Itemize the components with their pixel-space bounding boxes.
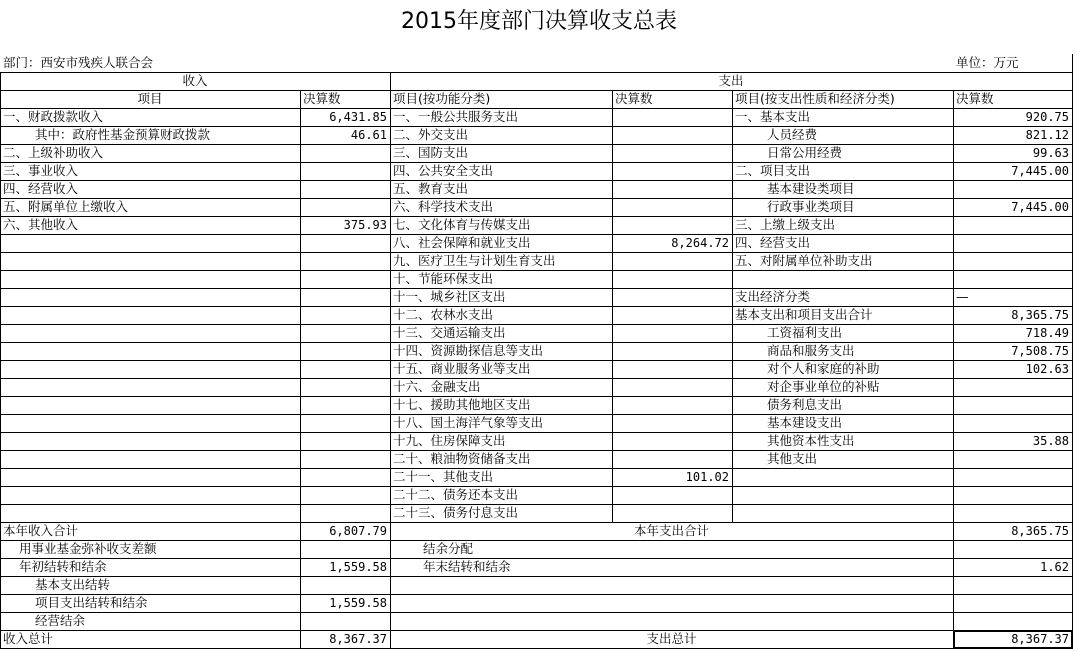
econ-expense-label: 对企事业单位的补贴 bbox=[767, 379, 880, 394]
income-item-label: 五、附属单位上缴收入 bbox=[3, 199, 129, 214]
income-item-label: 一、财政拨款收入 bbox=[3, 109, 104, 124]
income-extra-label: 基本支出结转 bbox=[35, 577, 111, 592]
econ-expense-value: 35.88 bbox=[1032, 434, 1069, 448]
func-expense-label: 十一、城乡社区支出 bbox=[393, 289, 506, 304]
income-item-label: 二、上级补助收入 bbox=[3, 145, 104, 160]
grid-line bbox=[0, 270, 391, 271]
grid-line bbox=[0, 198, 391, 199]
func-expense-value bbox=[612, 306, 732, 324]
func-expense-label: 三、国防支出 bbox=[393, 145, 469, 160]
func-expense-value bbox=[612, 486, 732, 504]
income-item-value bbox=[300, 144, 390, 162]
col-header-amount: 决算数 bbox=[956, 91, 994, 106]
econ-expense-label: 工资福利支出 bbox=[767, 325, 843, 340]
grid-line bbox=[0, 540, 391, 541]
unit-label: 单位：万元 bbox=[956, 55, 1019, 70]
income-extra-value bbox=[300, 576, 390, 594]
func-expense-label: 五、教育支出 bbox=[393, 181, 469, 196]
func-expense-label: 二、外交支出 bbox=[393, 127, 469, 142]
econ-expense-value: 7,445.00 bbox=[1011, 164, 1069, 178]
func-expense-value bbox=[612, 144, 732, 162]
grid-line bbox=[0, 594, 391, 595]
income-extra-value bbox=[300, 540, 390, 558]
econ-expense-value: 102.63 bbox=[1025, 362, 1069, 376]
func-expense-value bbox=[612, 414, 732, 432]
income-extra-label: 项目支出结转和结余 bbox=[35, 595, 148, 610]
expense-extra-value bbox=[953, 540, 1072, 558]
func-expense-label: 十九、住房保障支出 bbox=[393, 433, 506, 448]
income-item-value bbox=[300, 162, 390, 180]
econ-expense-value bbox=[953, 180, 1072, 198]
expense-extra-value bbox=[953, 594, 1072, 612]
selected-cell-outline bbox=[953, 630, 1073, 649]
income-extra-value: 1,559.58 bbox=[329, 596, 387, 610]
func-expense-value bbox=[612, 108, 732, 126]
econ-expense-value: 7,445.00 bbox=[1011, 200, 1069, 214]
grid-line bbox=[0, 414, 391, 415]
func-expense-label: 七、文化体育与传媒支出 bbox=[393, 217, 531, 232]
income-item-value: 375.93 bbox=[343, 218, 387, 232]
income-item-label: 其中：政府性基金预算财政拨款 bbox=[35, 127, 211, 142]
income-extra-label: 用事业基金弥补收支差额 bbox=[19, 541, 157, 556]
func-expense-label: 二十三、债务付息支出 bbox=[393, 505, 519, 520]
grid-line bbox=[0, 486, 391, 487]
income-item-label: 六、其他收入 bbox=[3, 217, 79, 232]
func-expense-label: 四、公共安全支出 bbox=[393, 163, 494, 178]
func-expense-value bbox=[612, 504, 732, 522]
income-item-value: 6,431.85 bbox=[329, 110, 387, 124]
grid-line bbox=[390, 72, 391, 649]
econ-expense-label: 其他资本性支出 bbox=[767, 433, 855, 448]
grid-line bbox=[732, 90, 733, 523]
econ-expense-value: — bbox=[956, 289, 969, 304]
grid-line bbox=[0, 576, 391, 577]
income-item-value: 46.61 bbox=[350, 128, 387, 142]
grid-line bbox=[0, 396, 391, 397]
grid-line bbox=[0, 450, 391, 451]
income-section-header: 收入 bbox=[182, 73, 208, 88]
econ-expense-label: 日常公用经费 bbox=[767, 145, 843, 160]
econ-expense-value bbox=[953, 396, 1072, 414]
budget-table bbox=[0, 54, 1078, 651]
econ-expense-label: 基本支出和项目支出合计 bbox=[735, 307, 873, 322]
col-header-item: 项目 bbox=[137, 91, 163, 106]
func-expense-label: 十五、商业服务业等支出 bbox=[393, 361, 531, 376]
econ-expense-value: 7,508.75 bbox=[1011, 344, 1069, 358]
expense-extra-label bbox=[420, 594, 953, 612]
report-title: 2015年度部门决算收支总表 bbox=[401, 9, 677, 34]
func-expense-label: 二十二、债务还本支出 bbox=[393, 487, 519, 502]
func-expense-label: 十四、资源勘探信息等支出 bbox=[393, 343, 544, 358]
econ-expense-value bbox=[953, 450, 1072, 468]
econ-expense-value: 8,365.75 bbox=[1011, 308, 1069, 322]
func-expense-value bbox=[612, 216, 732, 234]
expense-extra-value bbox=[953, 612, 1072, 630]
grand-income-label: 收入总计 bbox=[3, 631, 54, 646]
expense-extra-value bbox=[953, 576, 1072, 594]
econ-expense-label bbox=[732, 270, 953, 288]
grid-line bbox=[0, 216, 391, 217]
grid-line bbox=[0, 126, 391, 127]
income-extra-label: 年初结转和结余 bbox=[19, 559, 107, 574]
grand-expense-value: 8,367.37 bbox=[1011, 632, 1069, 646]
func-expense-label: 一、一般公共服务支出 bbox=[393, 109, 519, 124]
grid-line bbox=[0, 432, 391, 433]
grid-line bbox=[953, 90, 954, 649]
func-expense-value bbox=[612, 126, 732, 144]
func-expense-value bbox=[612, 252, 732, 270]
grid-line bbox=[390, 576, 1073, 577]
col-header-econ: 项目(按支出性质和经济分类) bbox=[735, 91, 895, 106]
func-expense-label: 十二、农林水支出 bbox=[393, 307, 494, 322]
grid-line bbox=[0, 378, 391, 379]
grid-line bbox=[300, 90, 301, 649]
grid-line bbox=[390, 558, 1073, 559]
func-expense-value bbox=[612, 378, 732, 396]
econ-expense-label: 三、上缴上级支出 bbox=[735, 217, 836, 232]
grid-line bbox=[0, 108, 1073, 109]
grid-line bbox=[0, 504, 391, 505]
income-item-value bbox=[300, 198, 390, 216]
func-expense-label: 六、科学技术支出 bbox=[393, 199, 494, 214]
grid-line bbox=[0, 324, 391, 325]
col-header-amount: 决算数 bbox=[303, 91, 341, 106]
func-expense-value bbox=[612, 180, 732, 198]
income-extra-value: 1,559.58 bbox=[329, 560, 387, 574]
func-expense-value bbox=[612, 396, 732, 414]
econ-expense-label: 债务利息支出 bbox=[767, 397, 843, 412]
expense-extra-label: 结余分配 bbox=[423, 541, 474, 556]
income-extra-value bbox=[300, 612, 390, 630]
econ-expense-label: 对个人和家庭的补助 bbox=[767, 361, 880, 376]
income-total-label: 本年收入合计 bbox=[3, 523, 79, 538]
income-extra-label: 经营结余 bbox=[35, 613, 86, 628]
econ-expense-value bbox=[953, 252, 1072, 270]
income-item-label: 三、事业收入 bbox=[3, 163, 79, 178]
econ-expense-label: 一、基本支出 bbox=[735, 109, 811, 124]
grid-line bbox=[0, 252, 391, 253]
econ-expense-label: 四、经营支出 bbox=[735, 235, 811, 250]
func-expense-value bbox=[612, 342, 732, 360]
func-expense-label: 十三、交通运输支出 bbox=[393, 325, 506, 340]
econ-expense-label: 支出经济分类 bbox=[735, 289, 811, 304]
func-expense-label: 二十、粮油物资储备支出 bbox=[393, 451, 531, 466]
grid-line bbox=[390, 594, 1073, 595]
econ-expense-value: 821.12 bbox=[1025, 128, 1069, 142]
func-expense-label: 十七、援助其他地区支出 bbox=[393, 397, 531, 412]
grid-line bbox=[0, 360, 391, 361]
grid-line bbox=[0, 630, 391, 631]
expense-extra-label bbox=[420, 612, 953, 630]
econ-expense-value: 99.63 bbox=[1032, 146, 1069, 160]
func-expense-label: 二十一、其他支出 bbox=[393, 469, 494, 484]
econ-expense-value bbox=[953, 216, 1072, 234]
grid-line bbox=[0, 468, 391, 469]
econ-expense-value bbox=[953, 270, 1072, 288]
func-expense-label: 八、社会保障和就业支出 bbox=[393, 235, 531, 250]
col-header-func: 项目(按功能分类) bbox=[393, 91, 491, 106]
func-expense-value bbox=[612, 450, 732, 468]
func-expense-value: 101.02 bbox=[685, 470, 729, 484]
income-item-value bbox=[300, 180, 390, 198]
department-label: 部门：西安市残疾人联合会 bbox=[3, 55, 154, 70]
grid-line bbox=[0, 342, 391, 343]
grid-line bbox=[0, 72, 1, 649]
func-expense-label: 九、医疗卫生与计划生育支出 bbox=[393, 253, 556, 268]
grid-line bbox=[0, 90, 1073, 91]
func-expense-value bbox=[612, 270, 732, 288]
econ-expense-label: 五、对附属单位补助支出 bbox=[735, 253, 873, 268]
grid-line bbox=[0, 180, 391, 181]
func-expense-value bbox=[612, 288, 732, 306]
econ-expense-value: 718.49 bbox=[1025, 326, 1069, 340]
grid-line bbox=[390, 612, 1073, 613]
grid-line bbox=[0, 648, 391, 649]
func-expense-label: 十八、国土海洋气象等支出 bbox=[393, 415, 544, 430]
econ-expense-label: 其他支出 bbox=[767, 451, 818, 466]
grid-line bbox=[612, 90, 613, 523]
econ-expense-label: 二、项目支出 bbox=[735, 163, 811, 178]
func-expense-value bbox=[612, 360, 732, 378]
econ-expense-value bbox=[953, 414, 1072, 432]
col-header-amount: 决算数 bbox=[615, 91, 653, 106]
grid-line bbox=[0, 612, 391, 613]
grid-line bbox=[390, 540, 1073, 541]
econ-expense-value bbox=[953, 234, 1072, 252]
econ-expense-label: 基本建设支出 bbox=[767, 415, 843, 430]
expense-total-label: 本年支出合计 bbox=[633, 523, 709, 538]
grid-line bbox=[0, 558, 391, 559]
income-item-label: 四、经营收入 bbox=[3, 181, 79, 196]
grid-line bbox=[0, 288, 391, 289]
econ-expense-label: 行政事业类项目 bbox=[767, 199, 855, 214]
econ-expense-label: 商品和服务支出 bbox=[767, 343, 855, 358]
func-expense-value bbox=[612, 198, 732, 216]
func-expense-value: 8,264.72 bbox=[671, 236, 729, 250]
expense-total-value: 8,365.75 bbox=[1011, 524, 1069, 538]
grid-line bbox=[1072, 54, 1073, 649]
grand-income-value: 8,367.37 bbox=[329, 632, 387, 646]
econ-expense-value: 920.75 bbox=[1025, 110, 1069, 124]
econ-expense-label: 基本建设类项目 bbox=[767, 181, 855, 196]
grand-expense-label: 支出总计 bbox=[646, 631, 697, 646]
grid-line bbox=[0, 144, 391, 145]
func-expense-label: 十、节能环保支出 bbox=[393, 271, 494, 286]
func-expense-value bbox=[612, 324, 732, 342]
func-expense-value bbox=[612, 432, 732, 450]
expense-extra-label bbox=[420, 576, 953, 594]
grid-line bbox=[0, 306, 391, 307]
econ-expense-label: 人员经费 bbox=[767, 127, 818, 142]
expense-extra-label: 年末结转和结余 bbox=[423, 559, 511, 574]
income-total-value: 6,807.79 bbox=[329, 524, 387, 538]
expense-section-header: 支出 bbox=[718, 73, 744, 88]
func-expense-label: 十六、金融支出 bbox=[393, 379, 481, 394]
grid-line bbox=[0, 72, 1073, 73]
grid-line bbox=[0, 162, 391, 163]
grid-line bbox=[0, 234, 391, 235]
grid-line bbox=[0, 522, 391, 523]
expense-extra-value: 1.62 bbox=[1040, 560, 1069, 574]
econ-expense-value bbox=[953, 378, 1072, 396]
func-expense-value bbox=[612, 162, 732, 180]
